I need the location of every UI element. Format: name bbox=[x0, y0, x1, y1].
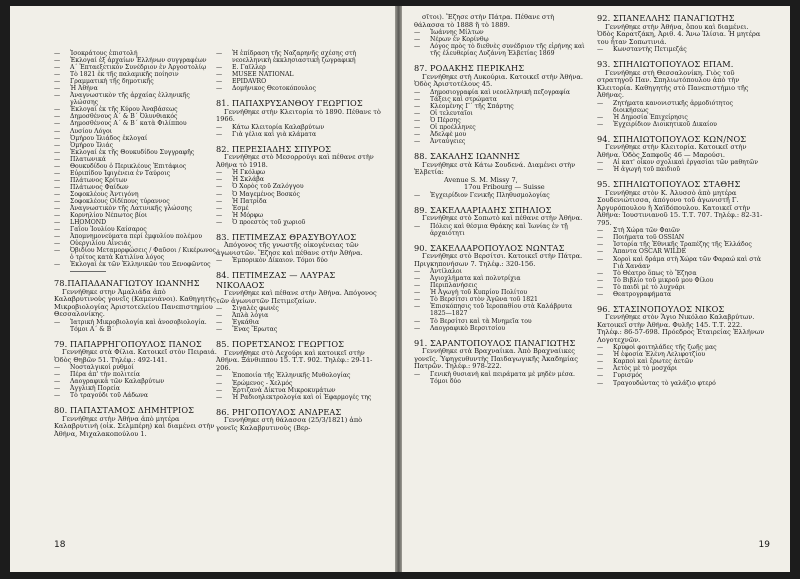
entry-title-92: 92. ΣΠΑΝΕΛΛΗΣ ΠΑΝΑΓΙΩΤΗΣ bbox=[597, 13, 735, 23]
book-title-item: — Ἁπλὰ λόγια bbox=[216, 312, 381, 319]
entry-title-78: 78.ΠΑΠΑΔΑΝΑΓΙΩΤΟΥ ΙΩΑΝΝΗΣ bbox=[54, 278, 200, 289]
entry-title-87: 87. ΡΟΔΑΚΗΣ ΠΕΡΙΚΛΗΣ bbox=[414, 63, 525, 74]
book-title-item: — Ἐκλογαί ἐκ τῶν Ἑλληνικῶν του Ξενοφῶντος bbox=[54, 261, 219, 268]
book-title-item: — Ἱστορία τῆς Ἐθνικῆς Τραπέζης τῆς Ἑλλάδος bbox=[597, 241, 767, 248]
entry-body-81: Γεννήθηκε στὴν Κλειτορία τὸ 1890. Πέθανε τὸ 1966. bbox=[216, 107, 381, 124]
book-title-item: — Ζητήματα κανονιστικῆς ἀρμοδιότητος διοικήσεως bbox=[597, 100, 767, 114]
book-list-85 bbox=[216, 372, 381, 400]
book-title-item: — Ἄπαντα OSCAR WILDE bbox=[597, 248, 767, 255]
book-title-item: — Ἐκλογαί ἐκ τῆς Κύρου Ἀναβάσεως bbox=[54, 106, 219, 113]
book-title-item: — Δημοσθένους Α΄ & Β΄ Ὀλυνθιακός bbox=[54, 113, 219, 120]
book-list-88 bbox=[414, 192, 586, 199]
book-title-item: — Τὸ Βιβλίο τοῦ μικροῦ μου Φίλου bbox=[597, 277, 767, 284]
book-list-93 bbox=[597, 100, 767, 128]
book-title-item: — Δημοσθένους Α΄ & Β΄ κατὰ Φιλίππου bbox=[54, 120, 219, 127]
entry-body-86: Γεννήθηκε στὴ θάλασσα (25/3/1821) ἀπὸ γονεῖς Καλαβρυτινοὺς (Βερ- bbox=[216, 416, 363, 432]
book-title-item: — Γιὰ γέλια καὶ γιὰ κλάματα bbox=[216, 131, 381, 138]
entry-body-78: Γεννήθηκε στην Ἀμαλιάδα ἀπὸ Καλαβρυτινοὺς γονεῖς (Καμενιάνοι). Καθηγητὴς Μικροβιολογίας Ἀριστοτελείου Πανεπιστημίου Θεσσαλονίκης. bbox=[54, 287, 216, 319]
book-title-item: — Λυσίου Λόγοι bbox=[54, 128, 219, 135]
book-title-item: — LHOMOND bbox=[54, 219, 219, 226]
entry-body-85: Γεννήθηκε στὸ Λεχούρι καὶ κατοικεῖ στὴν Ἀθήνα. Ξάνθιππου 15. Τ.Τ. 902. Τηλέφ.: 29-11-206. bbox=[216, 348, 373, 372]
book-title-item: — Ὁ Πέρσης bbox=[414, 117, 586, 124]
book-title-item: — Θεατρογραφήματα bbox=[597, 291, 767, 298]
book-title-item: — Περιπλανήσεις bbox=[414, 282, 586, 289]
book-title-item: — Ἰσοκράτους ἐπιστολή bbox=[54, 50, 219, 57]
book-title-item: — Ἀγγλικὴ Πορεία bbox=[54, 385, 219, 392]
entry-body-92: Γεννήθηκε στὴν Ἀθήνα, ὅπου καὶ διαμένει. Ὁδὸς Καρατζάκη, Ἀριθ. 4. Ἄνω Ἰλίσια. Ἡ μητέρα του ἦταν Σοπωτινιά. bbox=[597, 22, 761, 46]
book-title-item: — Ἐρώμενος - Χελμός bbox=[216, 380, 381, 387]
entry-body-88: Γεννήθηκε στὰ Κάτω Σουδενά. Διαμένει στὴν Ἑλβετία: bbox=[414, 160, 576, 177]
book-title-item: — Γραμματικὴ τῆς δημοτικῆς bbox=[54, 78, 219, 85]
book-title-item: — Ἡ Ραδιοηλεκτρολογία καὶ οἱ Ἐφαρμογές της bbox=[216, 394, 381, 401]
book-title-item: — Ἰατρικὴ Μικροβιολογία καὶ ἀνοσοβιολογία. Τόμοι Α΄ & Β΄ bbox=[54, 319, 219, 333]
divider bbox=[70, 271, 106, 272]
left-column-1 bbox=[54, 50, 219, 438]
book-title-item: — Οἱ τελευταῖοι bbox=[414, 110, 586, 117]
book-list-92 bbox=[597, 46, 767, 53]
book-title-item: — Ἐγκάθια bbox=[216, 319, 381, 326]
book-title-item: — Σοφοκλέους Οἰδίπους τύραννος bbox=[54, 198, 219, 205]
book-title-item: — Αἱ κατ' οἶκον σχολικαὶ ἐργασίαι τῶν μαθητῶν bbox=[597, 159, 767, 166]
book-title-item: — Ἡ ἐπίδραση τῆς Ναζαρηνῆς σχέσης στὴ νεοελληνικὴ ἐκκλησιαστικὴ ζωγραφική bbox=[216, 50, 381, 64]
book-title-item: — Ἀδελφὲ μου bbox=[414, 131, 586, 138]
entry-title-86: 86. ΡΗΓΟΠΟΥΛΟΣ ΑΝΔΡΕΑΣ bbox=[216, 406, 342, 417]
entry-title-88: 88. ΣΑΚΑΛΗΣ ΙΩΑΝΝΗΣ bbox=[414, 151, 520, 162]
book-title-item: — Ἐγχειρίδιον Γενικῆς Πληθυσμολογίας bbox=[414, 192, 586, 199]
book-title-item: — Εὐριπίδου Ἰφιγένεια ἐν Ταύροις bbox=[54, 170, 219, 177]
entry-body-83: Ἀπόγονος τῆς γνωστῆς οἰκογένειας τῶν ἀγωνιστῶν. Ἔζησε καὶ πέθανε στὴν Ἀθήνα. bbox=[216, 241, 363, 257]
right-column-2 bbox=[597, 14, 767, 387]
book-title-item: — Ἀετὸς μὲ τὸ μοσχάρι bbox=[597, 365, 767, 372]
book-list-78 bbox=[54, 319, 219, 333]
book-title-item: — Ἡ Πατρίδα bbox=[216, 198, 381, 205]
book-list-86 bbox=[414, 29, 586, 57]
entry-title-82: 82. ΠΕΡΕΣΙΑΔΗΣ ΣΠΥΡΟΣ bbox=[216, 143, 332, 154]
left-column-2 bbox=[216, 50, 381, 432]
book-list-79 bbox=[54, 364, 219, 399]
book-title-item: — Ὁ Μαγεμένος Βοσκός bbox=[216, 191, 381, 198]
book-title-item: — Ἰωάννης Μίλτων bbox=[414, 29, 586, 36]
book-title-item: — Ἐσμέ bbox=[216, 205, 381, 212]
book-title-item: — Τὸ Θέατρο ὅπως τὸ Ἔζησα bbox=[597, 270, 767, 277]
book-title-item: — Κάτω Κλειτορία Καλαβρύτων bbox=[216, 124, 381, 131]
book-title-item: — Ἡ Μόρφω bbox=[216, 212, 381, 219]
entry-title-95: 95. ΣΠΗΛΙΩΤΟΠΟΥΛΟΣ ΣΤΑΘΗΣ bbox=[597, 179, 741, 190]
book-title-item: — Ἡ Ἀγωγὴ τοῦ Κυπρίου Πολίτου bbox=[414, 289, 586, 296]
book-title-item: — Πλατωνικά bbox=[54, 156, 219, 163]
book-title-item: — Σοφοκλέους Ἀντιγόνη bbox=[54, 191, 219, 198]
entry-title-94: 94. ΣΠΗΛΙΩΤΟΠΟΥΛΟΣ ΚΩΝ/ΝΟΣ bbox=[597, 133, 747, 144]
entry-body-94: Γεννήθηκε στὴν Κλειτορία. Κατοικεῖ στὴν Ἀθήνα. Ὁδὸς Σαπφοῦς 46 — Μαρούσι. bbox=[597, 143, 747, 159]
book-list-83 bbox=[216, 257, 381, 264]
book-title-item: — Λαογραφικὰ τῶν Καλαβρύτων bbox=[54, 378, 219, 385]
book-title-item: — Κωνσταντὴς Πετιμεζάς bbox=[597, 46, 767, 53]
book-title-item: — Ἐκλογαί ἐκ τῆς Θουκυδίδου Συγγραφῆς bbox=[54, 149, 219, 156]
entry-body-90: Γεννήθηκε στὸ Βερσίτσι. Κατοικεῖ στὴν Πάτρα. Πριγκηπονήσων 7. Τηλέφ.: 320-156. bbox=[414, 252, 583, 268]
book-title-item: — Δημοσιογραφία καὶ νεοελληνικὴ πεζογραφία bbox=[414, 89, 586, 96]
entry-body-95: Γεννήθηκε στὸν Κ. Ἀλυσσὸ ἀπὸ μητέρα Σουδενιώτισσα, ἀπόγονο τοῦ ἀγωνιστῆ Γ. Ἀργυρόπουλου ἢ Χαϊδόπουλου. Κατοικεῖ στὴν Ἀθήνα: Ἰουστινιανοῦ 15. Τ.Τ. 707. Τηλέφ.: 82-31-795. bbox=[597, 188, 763, 227]
entry-title-83: 83. ΠΕΤΙΜΕΖΑΣ ΘΡΑΣΥΒΟΥΛΟΣ bbox=[216, 231, 357, 242]
right-column-1 bbox=[414, 14, 586, 385]
book-title-item: — Πλάτωνος Φαίδων bbox=[54, 184, 219, 191]
entry-title-80: 80. ΠΑΠΑΣΤΑΜΟΣ ΔΗΜΗΤΡΙΟΣ bbox=[54, 405, 195, 416]
book-title-item: — Τὸ Βερσίτσι καὶ τὰ Μνημεῖα του bbox=[414, 318, 586, 325]
book-title-item: — Ε. Γαϊλλερ bbox=[216, 64, 381, 71]
address-line-2: 17ou Fribourg — Suisse bbox=[464, 183, 545, 192]
book-list-82 bbox=[216, 169, 381, 225]
book-title-item: — Θουκυδίδου ὁ Περικλέους Ἐπιτάφιος bbox=[54, 163, 219, 170]
book-list bbox=[54, 50, 219, 268]
book-gutter bbox=[395, 6, 402, 572]
book-title-item: — Λόγος πρὸς τὸ διεθνὲς συνέδριον τῆς εἰρήνης καὶ τῆς ἐλευθερίας Λυζάννη Ἑλβετίας 1869 bbox=[414, 43, 586, 57]
entry-body-96: Γεννήθηκε στὸν Ἅγιο Νικόλαο Καλαβρύτων. Κατοικεῖ στὴν Ἀθήνα. Φυλῆς 145. Τ.Τ. 222. Τηλέφ.: 86-57-698. Πρόεδρος Ἑταιρείας Ἑλλήνων Λογοτεχνῶν. bbox=[597, 313, 765, 344]
entry-body-89: Γεννήθηκε στὸ Σοπωτὸ καὶ πέθανε στὴν Ἀθήνα. bbox=[422, 214, 583, 223]
book-title-item: — Ἀγιοχλήματα καὶ πολυτρίχια bbox=[414, 275, 586, 282]
book-title-item: — Τὸ παιδὶ μὲ τὸ λυχνάρι bbox=[597, 284, 767, 291]
book-title-item: — Ἐγχειρίδιον Διοικητικοῦ Δικαίου bbox=[597, 121, 767, 128]
book-title-item: — Ἑρτιζανὰ Δίκτυα Μικροκυμάτων bbox=[216, 387, 381, 394]
book-title-item: — MUSEE NATIONAL bbox=[216, 71, 381, 78]
book-title-item: — Ἀναγνωστικὸν τῆς Λατινικῆς γλώσσης bbox=[54, 205, 219, 212]
book-title-item: — Οὐεργιλίου Αἰνειάς bbox=[54, 240, 219, 247]
page-number-left: 18 bbox=[54, 540, 66, 550]
book-title-item: — Ἐκλογαί ἐξ ἀρχαίων Ἑλλήνων συγγραφέων bbox=[54, 57, 219, 64]
book-title-item: — Ἡ Δημοσία Ἐπιχείρησις bbox=[597, 114, 767, 121]
page-number-right: 19 bbox=[758, 540, 770, 550]
entry-body-79: Γεννήθηκε στὰ Φίλια. Κατοικεῖ στὸν Πειραιά. Ὁδὸς Θηβῶν 51. Τηλέφ.: 492-141. bbox=[54, 348, 217, 364]
book-title-item: — Ἀνταύγειες bbox=[414, 138, 586, 145]
entry-title-93: 93. ΣΠΗΛΙΩΤΟΠΟΥΛΟΣ ΕΠΑΜ. bbox=[597, 59, 734, 70]
book-title-item: — Ὁ Χορὸς τοῦ Ζαλόγγου bbox=[216, 183, 381, 190]
book-title-item: — Πλάτωνος Κρίτων bbox=[54, 177, 219, 184]
book-title-item: — EPIDAVRO bbox=[216, 78, 381, 85]
book-title-item: — Ἡ Σκλάβα bbox=[216, 176, 381, 183]
entry-body-93: Γεννήθηκε στὴ Θεσσαλονίκη. Γιὸς τοῦ στρατηγοῦ Παν. Σπηλιωτόπουλου ἀπὸ τὴν Κλειτορία. Καθηγητὴς στὸ Πανεπιστήμιο τῆς Ἀθήνας. bbox=[597, 68, 749, 100]
book-title-item: — Γαΐου Ἰουλίου Καίσαρος bbox=[54, 226, 219, 233]
book-title-item: — Νοσταλγικοί ρυθμοί bbox=[54, 364, 219, 371]
book-title-item: — Χοροὶ καὶ δράμα στὴ Χώρα τῶν Φαραώ καὶ στὰ Γιὰ Χανάαν bbox=[597, 256, 767, 270]
book-title-item: — Καρποὶ καὶ ἔρωτες ἀετῶν bbox=[597, 358, 767, 365]
book-title-item: — Ἔνας Ἔρωτας bbox=[216, 326, 381, 333]
entry-title-91: 91. ΣΑΡΑΝΤΟΠΟΥΛΟΣ ΠΑΝΑΓΙΩΤΗΣ bbox=[414, 337, 576, 348]
book-title-item: — Λαογραφικὸ Βερσιτσίου bbox=[414, 325, 586, 332]
entry-title-90: 90. ΣΑΚΕΛΛΑΡΟΠΟΥΛΟΣ ΝΩΝΤΑΣ bbox=[414, 242, 565, 253]
entry-title-81: 81. ΠΑΠΑΧΡΥΣΑΝΘΟΥ ΓΕΩΡΓΙΟΣ bbox=[216, 98, 363, 109]
entry-body-84: Γεννήθηκε καὶ πέθανε στὴν Ἀθήνα. Ἀπόγονος τῶν ἀγωνιστῶν Πετιμεζαίων. bbox=[216, 289, 377, 305]
book-title-item: — Α΄ Ἐπταεξετικόν Συνέδριον ἐν Ἀργοστολίῳ bbox=[54, 64, 219, 71]
book-title-item: — Στὴ Χώρα τῶν Φαιῶν bbox=[597, 227, 767, 234]
book-title-item: — Γυρισμός bbox=[597, 372, 767, 379]
book-title-item: — Δομήνικος Θεοτοκόπουλος bbox=[216, 85, 381, 92]
book-title-item: — Τραγουδώντας τὸ γαλάζιο φτερό bbox=[597, 380, 767, 387]
book-title-item: — Ἐπισκόπησις τοῦ Ἱεροπαθίου στὰ Καλάβρυτα 1825—1827 bbox=[414, 303, 586, 317]
entry-body-80: Γεννήθηκε στὴν Ἀθήνα ἀπὸ μητέρα Καλαβρυτινὴ (οἰκ. Σελμπέρη) καὶ διαμένει στὴν Ἀθήνα, Μιχαλακοπούλου 1. bbox=[54, 414, 215, 438]
book-title-item: — Ἀναγνωστικὸν τῆς ἀρχαίας ἑλληνικῆς γλώσσης bbox=[54, 92, 219, 106]
book-list-90 bbox=[414, 268, 586, 331]
book-title-item: — Ἀντίλαλοι bbox=[414, 268, 586, 275]
book-title-item: — Τὸ Βερσίτσι στὸν Ἀγῶνα τοῦ 1821 bbox=[414, 296, 586, 303]
book-list-80 bbox=[216, 50, 381, 92]
book-title-item: — Κρυφοὶ φοιτηλάδες τῆς ζωῆς μας bbox=[597, 344, 767, 351]
book-list-87 bbox=[414, 89, 586, 145]
book-title-item: — Τὸ τραγούδι τοῦ Λάδωνα bbox=[54, 392, 219, 399]
entry-body-86-cont: σῖτοι). Ἔζησε στὴν Πάτρα. Πέθανε στὴ θάλασσα τὸ 1888 ἢ τὸ 1889. bbox=[414, 13, 555, 29]
entry-body-91: Γεννήθηκε στὰ Βραχναίικα. Ἀπὸ Βραχναίικες γονεῖς. Ὑφηγευθυντὴς Παιδαγωγικῆς Ἀκαδημίας Πατρῶν. Τηλέφ.: 978-222. bbox=[414, 347, 578, 371]
book-title-item: — Ἡ Γκόλφω bbox=[216, 169, 381, 176]
book-title-item: — Ποιήματα τοῦ OSSIAN bbox=[597, 234, 767, 241]
book-title-item: — Ἡ Ἀθήνα bbox=[54, 85, 219, 92]
entry-title-79: 79. ΠΑΠΑΡΡΗΓΟΠΟΥΛΟΣ ΠΑΝΟΣ bbox=[54, 338, 202, 349]
book-title-item: — Κλεομένης Γ΄ τῆς Σπάρτης bbox=[414, 103, 586, 110]
entry-title-84: 84. ΠΕΤΙΜΕΖΑΣ — ΛΑΥΡΑΣ ΝΙΚΟΛΑΟΣ bbox=[216, 270, 336, 290]
book-title-item: — Ὁμήρου Ἰλιάς bbox=[54, 142, 219, 149]
book-title-item: — Πόλεις καὶ θέσμια Θράκης καὶ Ἰωνίας ἐν τῇ ἀρχαιότητι bbox=[414, 223, 586, 237]
book-list-94 bbox=[597, 159, 767, 173]
book-title-item: — Ἐποποιία τῆς Ἑλληνικῆς Μυθολογίας bbox=[216, 372, 381, 379]
book-title-item: — Ὁ προεστὸς τοῦ χωριοῦ bbox=[216, 219, 381, 226]
book-title-item: — Τὸ 1821 ἐκ τῆς παλαμικῆς ποίησιν bbox=[54, 71, 219, 78]
book-title-item: — Ἀπομνημονεύματα περί ἐμφυλίου πολέμου bbox=[54, 233, 219, 240]
entry-body-87: Γεννήθηκε στὴ Λυκούρια. Κατοικεῖ στὴν Ἀθήνα. Ὁδὸς Ἀριστοτέλους 45. bbox=[414, 72, 583, 89]
book-title-item: — Γενικὴ θυσιανὴ καὶ πειράματα μὲ μηδὲν μέσα. Τόμοι δύο bbox=[414, 371, 586, 385]
book-list-84 bbox=[216, 305, 381, 333]
book-title-item: — Πέρα ἀπ' τὴν πολιτεία bbox=[54, 371, 219, 378]
book-title-item: — Τάξεις καὶ στρώματα bbox=[414, 96, 586, 103]
book-title-item: — Ἡ ἐφοσία Ἐλένη Λελιφοτζίου bbox=[597, 351, 767, 358]
book-list-81 bbox=[216, 124, 381, 138]
book-title-item: — Ἐμπορικὸν Δίκαιον. Τόμοι δύο bbox=[216, 257, 381, 264]
book-list-89 bbox=[414, 223, 586, 237]
book-title-item: — Σιγαλὲς φωνές bbox=[216, 305, 381, 312]
book-title-item: — Νέρων ἐν Κορίνθῳ bbox=[414, 36, 586, 43]
right-page bbox=[402, 6, 790, 572]
book-title-item: — Ὁμήρου Ἰλιάδος ἐκλογαί bbox=[54, 135, 219, 142]
address-line-1: Avenue S. M. Missy 7, bbox=[444, 175, 518, 184]
book-title-item: — Κορνηλίου Νέπωτος βίοι bbox=[54, 212, 219, 219]
entry-body-82: Γεννήθηκε στὸ Μεσορρούγι καὶ πέθανε στὴν Ἀθήνα τὸ 1918. bbox=[216, 153, 374, 169]
book-list-91 bbox=[414, 371, 586, 385]
entry-title-85: 85. ΠΟΡΕΤΣΑΝΟΣ ΓΕΩΡΓΙΟΣ bbox=[216, 339, 345, 350]
book-list-96 bbox=[597, 344, 767, 386]
book-title-item: — Ὀβιδίου Μεταμορφώσεις / Φαῦσοι / Κικέρωνος ὁ τρίτος κατὰ Κατιλίνα λόγος bbox=[54, 247, 219, 261]
book-title-item: — Οἱ προέλληνες bbox=[414, 124, 586, 131]
entry-title-89: 89. ΣΑΚΕΛΛΑΡΙΑΔΗΣ ΣΠΗΛΙΟΣ bbox=[414, 204, 552, 215]
left-page bbox=[10, 6, 395, 572]
book-title-item: — Ἡ ἀγωγὴ τοῦ παιδιοῦ bbox=[597, 166, 767, 173]
book-list-95 bbox=[597, 227, 767, 297]
entry-title-96: 96. ΣΤΑΣΙΝΟΠΟΥΛΟΣ ΝΙΚΟΣ bbox=[597, 303, 725, 314]
